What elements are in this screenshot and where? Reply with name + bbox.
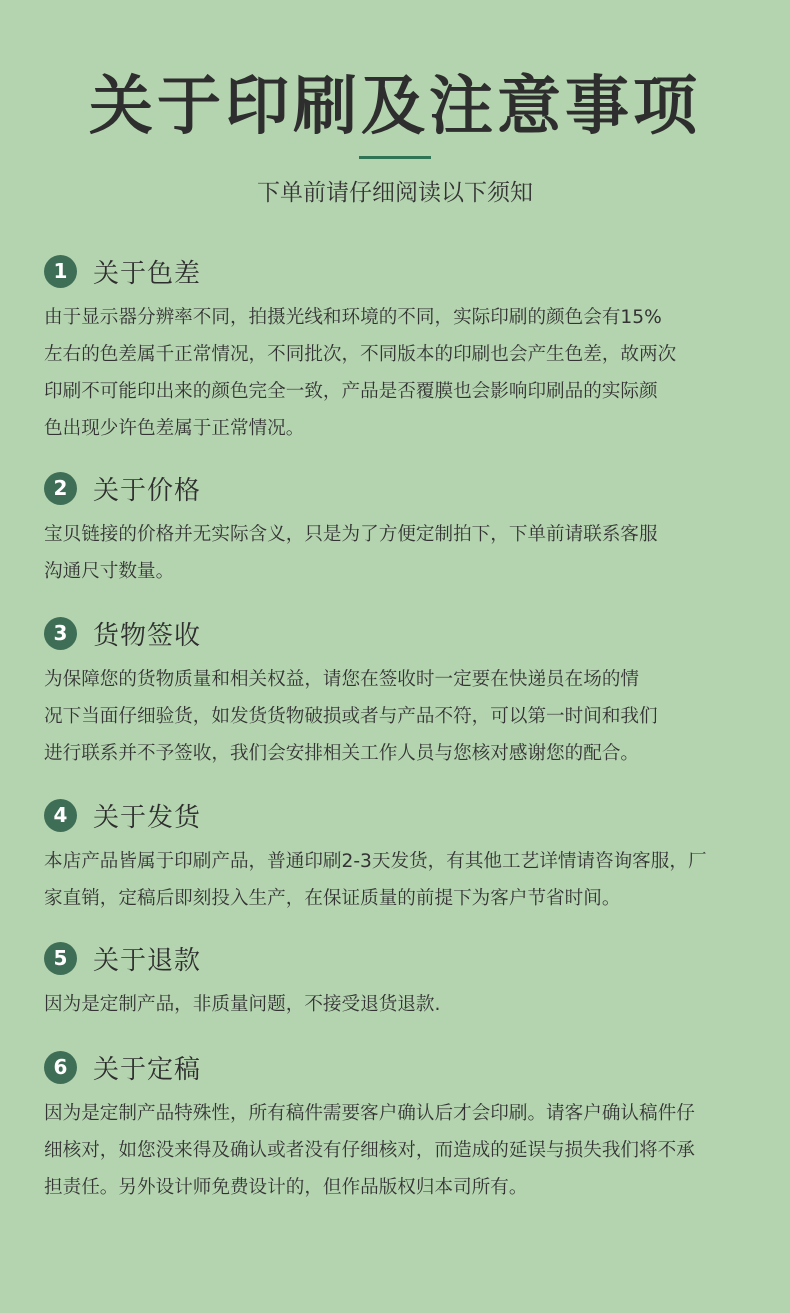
section-title: 关于发货 bbox=[93, 802, 202, 833]
section-body-line: 由于显示器分辨率不同，拍摄光线和环境的不同，实际印刷的颜色会有15% bbox=[44, 307, 662, 328]
section-body-line: 印刷不可能印出来的颜色完全一致，产品是否覆膜也会影响印刷品的实际颜 bbox=[44, 381, 658, 402]
section-body bbox=[44, 516, 756, 590]
section-header bbox=[44, 940, 756, 976]
section-body-line: 家直销，定稿后即刻投入生产，在保证质量的前提下为客户节省时间。 bbox=[44, 888, 621, 909]
section-body bbox=[44, 986, 756, 1023]
section-body-line: 本店产品皆属于印刷产品，普通印刷2-3天发货，有其他工艺详情请咨询客服，厂 bbox=[44, 851, 707, 872]
section-body-line: 况下当面仔细验货，如发货货物破损或者与产品不符，可以第一时间和我们 bbox=[44, 706, 658, 727]
section-2 bbox=[44, 470, 756, 590]
page-title: 关于印刷及注意事项 bbox=[89, 70, 701, 144]
section-3 bbox=[44, 615, 756, 772]
section-number-badge: 3 bbox=[44, 617, 77, 650]
title-divider bbox=[359, 156, 431, 159]
page-subtitle: 下单前请仔细阅读以下须知 bbox=[257, 180, 533, 206]
section-6 bbox=[44, 1049, 756, 1206]
section-header bbox=[44, 470, 756, 506]
section-body-line: 进行联系并不予签收，我们会安排相关工作人员与您核对感谢您的配合。 bbox=[44, 743, 640, 764]
section-title: 关于价格 bbox=[93, 475, 202, 506]
section-5 bbox=[44, 940, 756, 1023]
section-body-line: 担责任。另外设计师免费设计的，但作品版权归本司所有。 bbox=[44, 1177, 528, 1198]
section-header bbox=[44, 1049, 756, 1085]
section-body bbox=[44, 843, 756, 917]
section-number-badge: 1 bbox=[44, 255, 77, 288]
section-title: 关于退款 bbox=[93, 945, 202, 976]
section-4 bbox=[44, 797, 756, 917]
section-body bbox=[44, 299, 756, 447]
section-header bbox=[44, 615, 756, 651]
section-number-badge: 5 bbox=[44, 942, 77, 975]
section-body-line: 因为是定制产品，非质量问题，不接受退货退款. bbox=[44, 994, 441, 1015]
section-title: 货物签收 bbox=[93, 620, 202, 651]
section-body-line: 左右的色差属千正常情况，不同批次，不同版本的印刷也会产生色差，故两次 bbox=[44, 344, 677, 365]
section-number-badge: 4 bbox=[44, 799, 77, 832]
section-title: 关于色差 bbox=[93, 258, 202, 289]
section-number-badge: 2 bbox=[44, 472, 77, 505]
section-1 bbox=[44, 253, 756, 447]
section-header bbox=[44, 797, 756, 833]
section-body bbox=[44, 1095, 756, 1206]
section-body-line: 色出现少许色差属于正常情况。 bbox=[44, 418, 305, 439]
section-body-line: 细核对，如您没来得及确认或者没有仔细核对，而造成的延误与损失我们将不承 bbox=[44, 1140, 695, 1161]
section-body-line: 为保障您的货物质量和相关权益，请您在签收时一定要在快递员在场的情 bbox=[44, 669, 640, 690]
section-header bbox=[44, 253, 756, 289]
section-body bbox=[44, 661, 756, 772]
section-title: 关于定稿 bbox=[93, 1054, 202, 1085]
section-number-badge: 6 bbox=[44, 1051, 77, 1084]
section-body-line: 宝贝链接的价格并无实际含义，只是为了方便定制拍下，下单前请联系客服 bbox=[44, 524, 658, 545]
section-body-line: 沟通尺寸数量。 bbox=[44, 561, 175, 582]
section-body-line: 因为是定制产品特殊性，所有稿件需要客户确认后才会印刷。请客户确认稿件仔 bbox=[44, 1103, 695, 1124]
